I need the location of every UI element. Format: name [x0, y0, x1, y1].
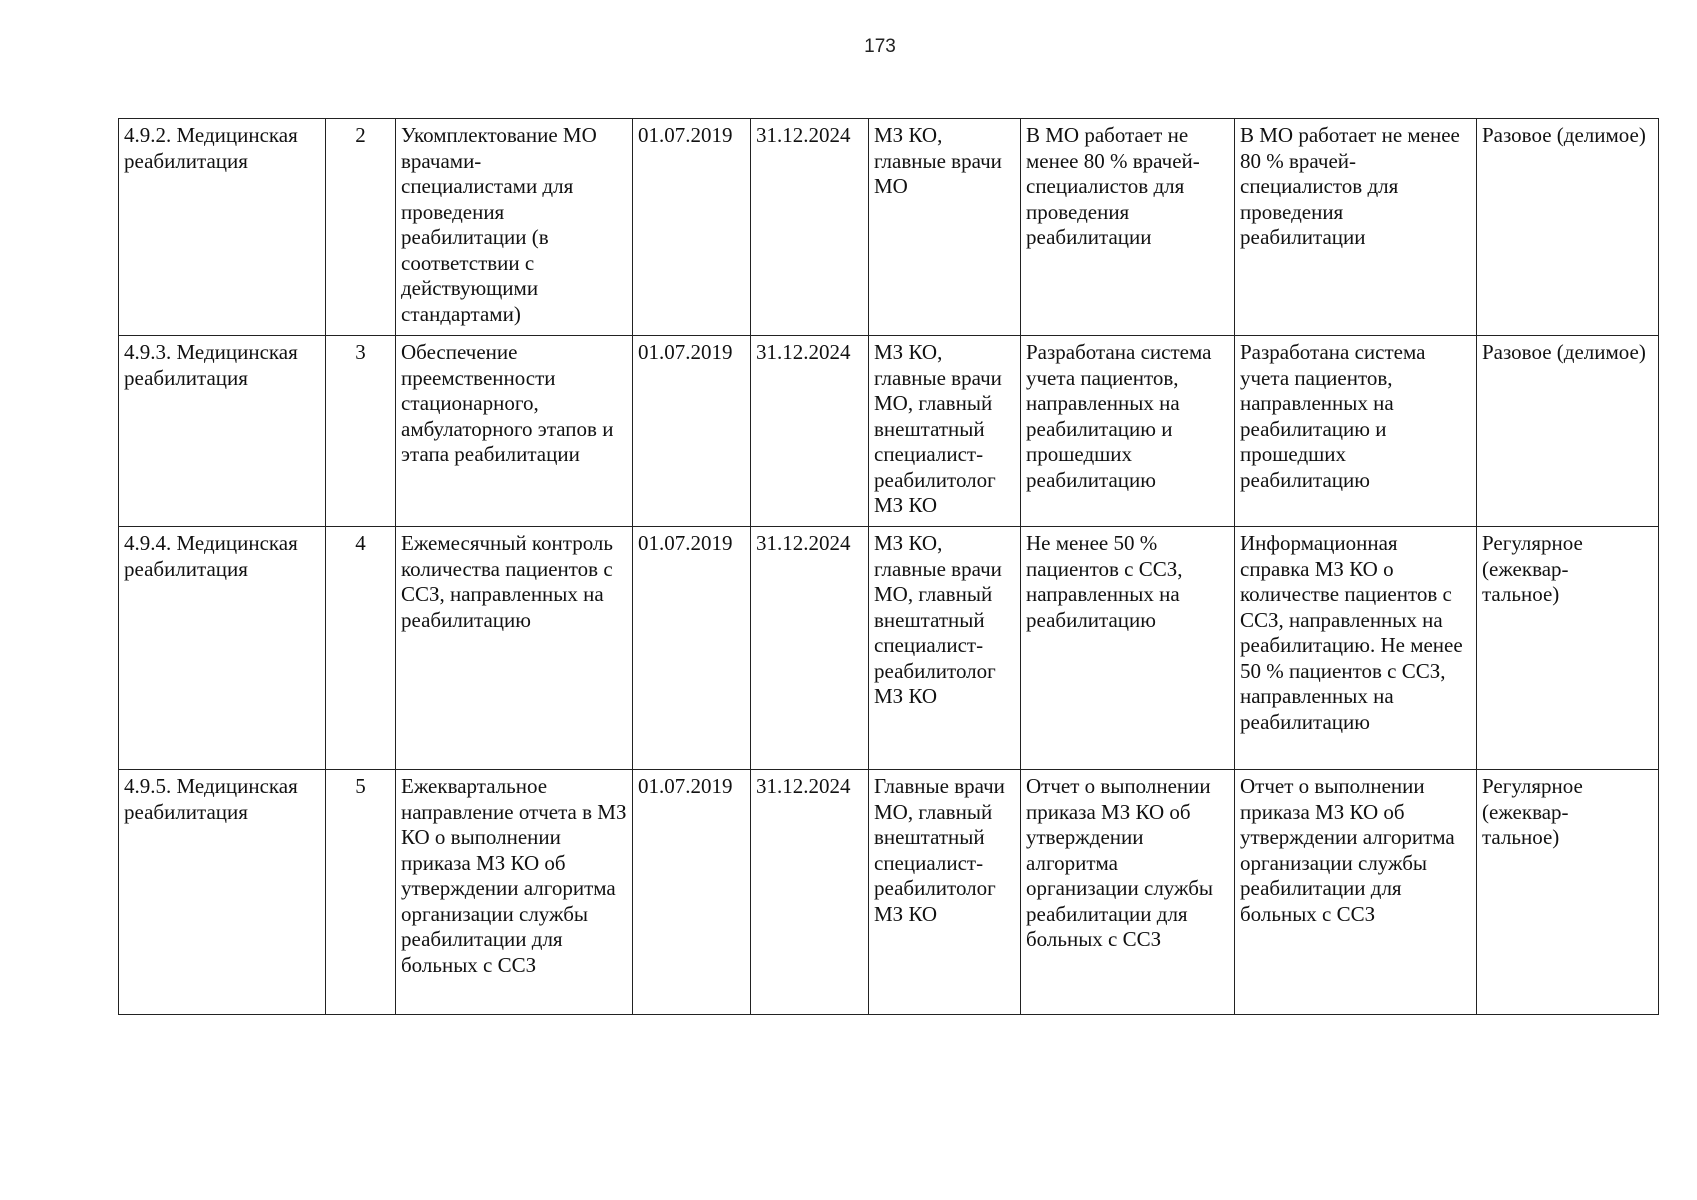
number-cell: 4 — [326, 527, 396, 770]
measure-cell: Ежемесячный контроль количества пациентов с ССЗ, направленных на реабилитацию — [396, 527, 633, 770]
table-row — [119, 770, 1659, 1015]
number-cell: 3 — [326, 336, 396, 527]
section-cell: 4.9.2. Медицинская реабилитация — [119, 119, 326, 336]
end-date-cell: 31.12.2024 — [751, 336, 869, 527]
table-row — [119, 527, 1659, 770]
type-cell: Разовое (делимое) — [1477, 336, 1659, 527]
responsible-cell: МЗ КО, главные врачи МО, главный внештатный специалист- реабилитолог МЗ КО — [869, 336, 1021, 527]
section-cell: 4.9.4. Медицинская реабилитация — [119, 527, 326, 770]
indicator-cell: В МО работает не менее 80 % врачей- специалистов для проведения реабилитации — [1235, 119, 1477, 336]
start-date-cell: 01.07.2019 — [633, 336, 751, 527]
type-cell: Регулярное (ежеквар- тальное) — [1477, 770, 1659, 1015]
measure-cell: Обеспечение преемственности стационарного, амбулаторного этапов и этапа реабилитации — [396, 336, 633, 527]
responsible-cell: МЗ КО, главные врачи МО, главный внештатный специалист- реабилитолог МЗ КО — [869, 527, 1021, 770]
section-cell: 4.9.5. Медицинская реабилитация — [119, 770, 326, 1015]
result-cell: Отчет о выполнении приказа МЗ КО об утверждении алгоритма организации службы реабилитации для больных с ССЗ — [1021, 770, 1235, 1015]
end-date-cell: 31.12.2024 — [751, 119, 869, 336]
end-date-cell: 31.12.2024 — [751, 770, 869, 1015]
measure-cell: Укомплектование МО врачами- специалистами для проведения реабилитации (в соответствии с действующими стандартами) — [396, 119, 633, 336]
result-cell: Разработана система учета пациентов, направленных на реабилитацию и прошедших реабилитацию — [1021, 336, 1235, 527]
measure-cell: Ежеквартальное направление отчета в МЗ КО о выполнении приказа МЗ КО об утверждении алгоритма организации службы реабилитации для больных с ССЗ — [396, 770, 633, 1015]
start-date-cell: 01.07.2019 — [633, 770, 751, 1015]
table-row — [119, 336, 1659, 527]
indicator-cell: Разработана система учета пациентов, направленных на реабилитацию и прошедших реабилитацию — [1235, 336, 1477, 527]
start-date-cell: 01.07.2019 — [633, 119, 751, 336]
indicator-cell: Информационная справка МЗ КО о количестве пациентов с ССЗ, направленных на реабилитацию. Не менее 50 % пациентов с ССЗ, направленных на реабилитацию — [1235, 527, 1477, 770]
end-date-cell: 31.12.2024 — [751, 527, 869, 770]
type-cell: Регулярное (ежеквар- тальное) — [1477, 527, 1659, 770]
type-cell: Разовое (делимое) — [1477, 119, 1659, 336]
result-cell: В МО работает не менее 80 % врачей- специалистов для проведения реабилитации — [1021, 119, 1235, 336]
responsible-cell: Главные врачи МО, главный внештатный специалист- реабилитолог МЗ КО — [869, 770, 1021, 1015]
section-cell: 4.9.3. Медицинская реабилитация — [119, 336, 326, 527]
indicator-cell: Отчет о выполнении приказа МЗ КО об утверждении алгоритма организации службы реабилитации для больных с ССЗ — [1235, 770, 1477, 1015]
start-date-cell: 01.07.2019 — [633, 527, 751, 770]
number-cell: 2 — [326, 119, 396, 336]
result-cell: Не менее 50 % пациентов с ССЗ, направленных на реабилитацию — [1021, 527, 1235, 770]
page-number: 173 — [864, 36, 896, 57]
number-cell: 5 — [326, 770, 396, 1015]
table-row — [119, 119, 1659, 336]
activities-table — [118, 118, 1659, 1015]
responsible-cell: МЗ КО, главные врачи МО — [869, 119, 1021, 336]
